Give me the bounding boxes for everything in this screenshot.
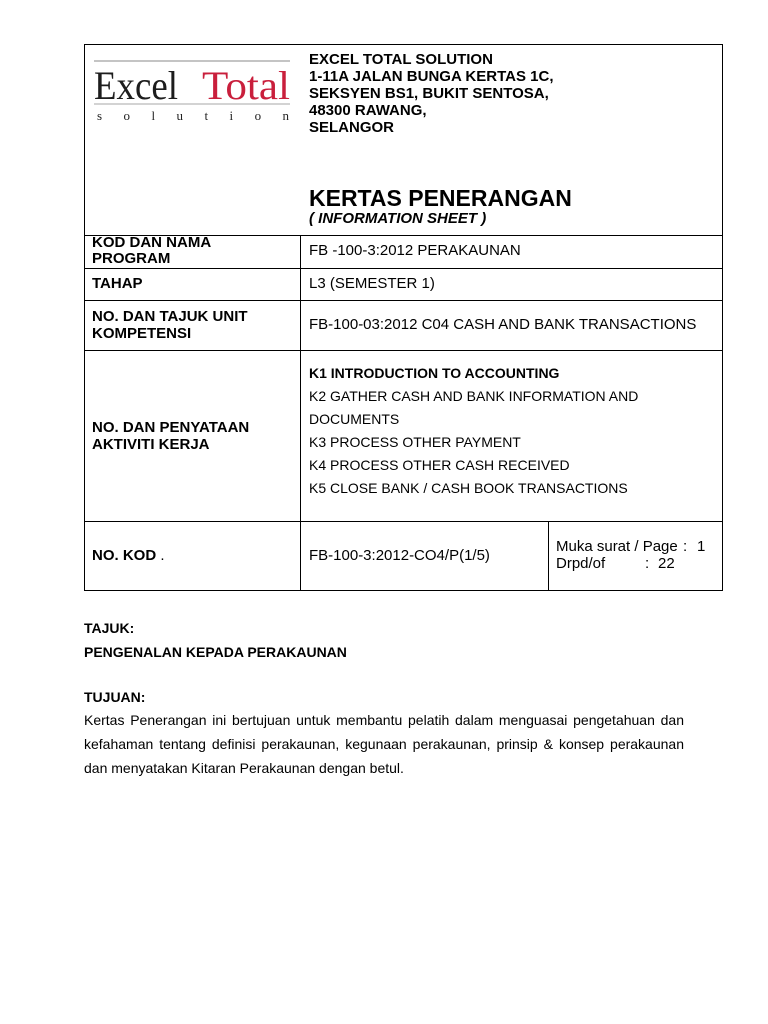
table-row-divider (84, 268, 723, 269)
paragraph-line: Kertas Penerangan ini bertujuan untuk membantu pelatih dalam menguasai pengetahuan dan (84, 712, 684, 728)
activities-label-line: AKTIVITI KERJA (92, 436, 210, 453)
unit-label-line: NO. DAN TAJUK UNIT (92, 308, 248, 325)
activity-item: K4 PROCESS OTHER CASH RECEIVED (309, 457, 570, 473)
tujuan-heading: TUJUAN: (84, 689, 146, 705)
activity-item: K5 CLOSE BANK / CASH BOOK TRANSACTIONS (309, 480, 628, 496)
code-value: FB-100-3:2012-CO4/P(1/5) (309, 547, 490, 564)
program-label-line: KOD DAN NAMA (92, 234, 212, 251)
code-label-suffix: . (160, 547, 165, 564)
activities-label (92, 419, 249, 453)
unit-label (92, 308, 248, 342)
program-value: FB -100-3:2012 PERAKAUNAN (309, 242, 521, 259)
tajuk-text: PENGENALAN KEPADA PERAKAUNAN (84, 644, 347, 660)
table-row-divider (84, 521, 723, 522)
code-label-text: NO. KOD (92, 547, 157, 564)
excel-total-logo (90, 55, 296, 127)
sheet-subtitle: ( INFORMATION SHEET ) (309, 210, 487, 227)
page-separator: : (683, 538, 688, 555)
table-column-divider (548, 521, 549, 590)
address-line: 1-11A JALAN BUNGA KERTAS 1C, (309, 68, 554, 85)
total-pages-label: Drpd/of (556, 555, 606, 572)
address-line: SEKSYEN BS1, BUKIT SENTOSA, (309, 85, 549, 102)
total-pages-number: 22 (658, 555, 675, 572)
level-value: L3 (SEMESTER 1) (309, 275, 435, 292)
paragraph-line: kefahaman tentang definisi perakaunan, kegunaan perakaunan, prinsip & konsep perakaunan (84, 736, 684, 752)
table-row-divider (84, 300, 723, 301)
tajuk-heading: TAJUK: (84, 620, 135, 636)
company-address-block (309, 51, 553, 136)
activities-label-line: NO. DAN PENYATAAN (92, 419, 250, 436)
total-pages-separator: : (645, 555, 650, 572)
logo-tagline: solution (97, 108, 289, 123)
page-number: 1 (697, 538, 706, 555)
page-label: Muka surat / Page (556, 538, 678, 555)
unit-label-line: KOMPETENSI (92, 325, 192, 342)
activity-item: K3 PROCESS OTHER PAYMENT (309, 434, 521, 450)
level-label: TAHAP (92, 275, 143, 292)
activity-item: K2 GATHER CASH AND BANK INFORMATION AND DOCUMENTS (309, 388, 639, 427)
program-label-line: PROGRAM (92, 250, 171, 267)
activities-list (309, 362, 714, 500)
program-label (92, 235, 211, 267)
paragraph-line: dan menyatakan Kitaran Perakaunan dengan betul. (84, 760, 404, 776)
logo-word-total: Total (202, 63, 290, 108)
sheet-title: KERTAS PENERANGAN (309, 185, 572, 211)
address-line: 48300 RAWANG, (309, 102, 427, 119)
logo-word-excel: Excel (94, 63, 178, 108)
address-line: SELANGOR (309, 119, 395, 136)
activity-item: K1 INTRODUCTION TO ACCOUNTING (309, 365, 560, 381)
unit-value: FB-100-03:2012 C04 CASH AND BANK TRANSACTIONS (309, 316, 697, 333)
company-name: EXCEL TOTAL SOLUTION (309, 51, 493, 68)
tujuan-paragraph (84, 708, 684, 780)
code-label (92, 547, 165, 565)
table-column-divider (300, 235, 301, 590)
table-row-divider (84, 350, 723, 351)
